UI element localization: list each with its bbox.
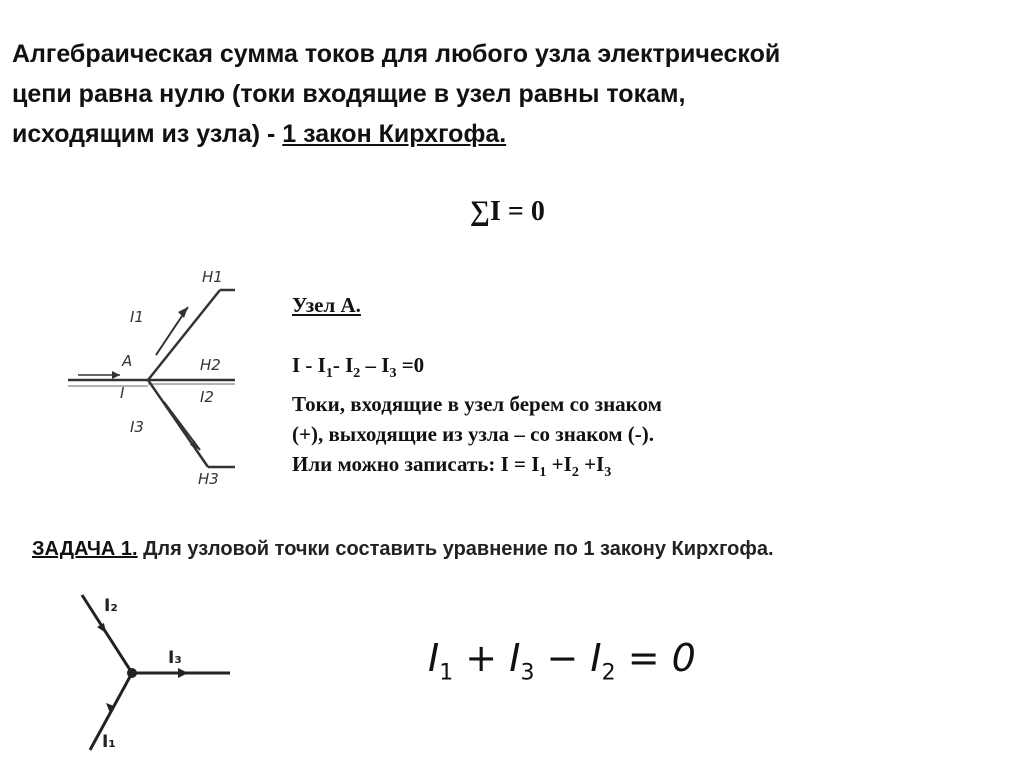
node-a-block [292, 290, 662, 488]
label-a: A [122, 352, 133, 370]
answer-part: − I [534, 636, 602, 680]
alt-part: +I [578, 452, 605, 477]
eq-sub: 1 [325, 366, 333, 382]
label-h3: H3 [198, 470, 219, 488]
answer-equation [428, 636, 696, 686]
label-i3: I₃ [168, 648, 182, 668]
arrowhead-i2 [97, 623, 106, 633]
eq-sub: 2 [353, 366, 361, 382]
label-i3: I3 [130, 418, 144, 436]
title-line-3 [12, 114, 1012, 154]
eq-part: – I [360, 353, 390, 377]
main-formula: ∑I = 0 [470, 196, 545, 227]
answer-part: I [428, 636, 440, 680]
label-h2: H2 [200, 356, 221, 374]
arrowhead-i1 [178, 307, 188, 318]
task-text: Для узловой точки составить уравнение по 1 закону Кирхгофа. [137, 538, 774, 560]
label-i2: I2 [200, 388, 214, 406]
answer-part: + I [453, 636, 521, 680]
node-heading: Узел А. [292, 293, 361, 317]
alt-sub: 3 [604, 465, 612, 481]
arrowhead-i [112, 371, 120, 379]
label-i: I [120, 384, 125, 402]
node-dot [127, 668, 137, 678]
eq-part: - I [332, 353, 354, 377]
title-line-2: цепи равна нулю (токи входящие в узел равны токам, [12, 80, 686, 108]
arrowhead-i1 [106, 703, 114, 713]
label-i2: I₂ [104, 596, 118, 616]
eq-part: =0 [396, 353, 425, 377]
alt-part: Или можно записать: I = I [292, 452, 540, 477]
alt-sub: 1 [539, 465, 547, 481]
eq-sub: 3 [389, 366, 397, 382]
alt-part: +I [546, 452, 572, 477]
answer-sub: 3 [520, 660, 535, 686]
alt-equation [292, 449, 662, 488]
title-block [12, 34, 1012, 154]
task-line [32, 538, 774, 561]
task-node-diagram [70, 585, 250, 760]
arrowhead-i3 [178, 668, 188, 678]
answer-sub: 2 [601, 660, 616, 686]
rule-line-2: (+), выходящие из узла – со знаком (-). [292, 422, 654, 447]
rule-line-1: Токи, входящие в узел берем со знаком [292, 392, 662, 417]
node-a-diagram [60, 262, 250, 502]
label-i1: I₁ [102, 732, 116, 752]
title-line-1: Алгебраическая сумма токов для любого узла электрической [12, 40, 781, 68]
label-h1: H1 [202, 268, 223, 286]
alt-sub: 2 [571, 465, 579, 481]
title-line-3-prefix: исходящим из узла) - [12, 120, 283, 148]
wire-branch-3 [148, 380, 208, 467]
law-name: 1 закон Кирхгофа. [282, 120, 507, 148]
answer-part: = 0 [615, 636, 696, 680]
node-equation [292, 350, 662, 389]
answer-sub: 1 [439, 660, 454, 686]
eq-part: I - I [292, 353, 326, 377]
task-label: ЗАДАЧА 1. [32, 538, 138, 560]
label-i1: I1 [130, 308, 144, 326]
